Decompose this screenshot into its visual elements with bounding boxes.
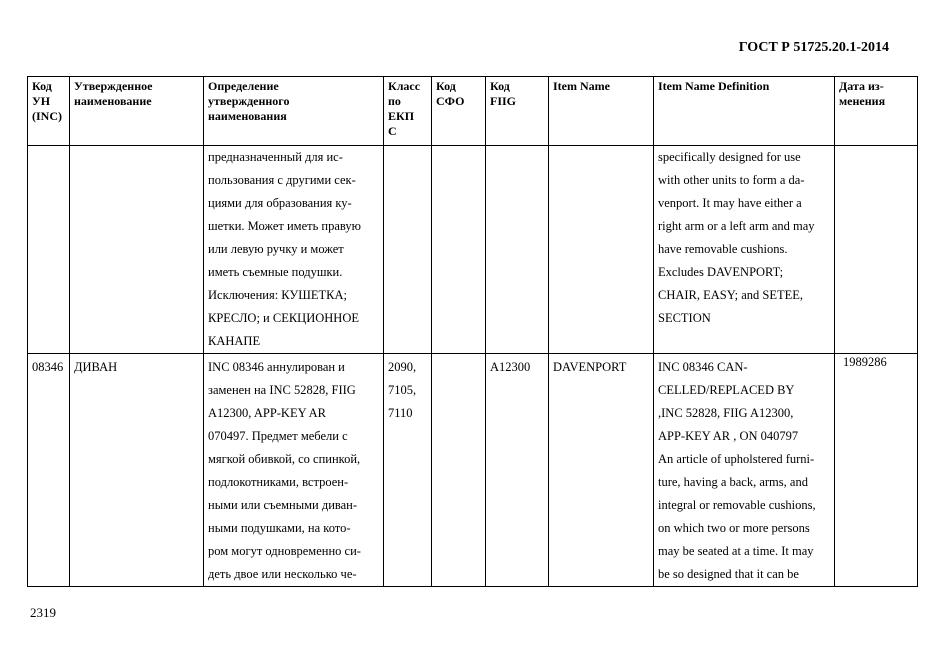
classification-table (27, 76, 918, 587)
cell-item-name (549, 354, 654, 587)
cell-approved-name (70, 354, 204, 587)
change-date-value: 1989286 (843, 355, 887, 369)
text-line: specifically designed for use (658, 150, 801, 164)
text-line: A12300, APP-KEY AR (208, 406, 326, 420)
text-line: may be seated at a time. It may (658, 544, 814, 558)
header-line: утвержденного (208, 94, 290, 108)
header-line: Дата из- (839, 79, 884, 93)
cell-sfo (432, 354, 486, 587)
text-line: on which two or more persons (658, 521, 810, 535)
text-line: integral or removable cushions, (658, 498, 816, 512)
cell-class (384, 354, 432, 587)
col-header-inc (28, 77, 70, 146)
text-line: ,INC 52828, FIIG A12300, (658, 406, 794, 420)
cell-sfo (432, 146, 486, 354)
col-header-item-name (549, 77, 654, 146)
header-line: наименование (74, 94, 152, 108)
text-line: шетки. Может иметь правую (208, 219, 361, 233)
header-line: (INC) (32, 109, 62, 123)
header-line: С (388, 124, 397, 138)
text-line: APP-KEY AR , ON 040797 (658, 429, 799, 443)
table-row (28, 354, 918, 587)
header-line: Item Name (553, 79, 610, 93)
cell-definition-en (654, 354, 835, 587)
text-line: right arm or a left arm and may (658, 219, 815, 233)
text-line: INC 08346 CAN- (658, 360, 748, 374)
table-header-row (28, 77, 918, 146)
cell-inc (28, 354, 70, 587)
text-line: иметь съемные подушки. (208, 265, 343, 279)
col-header-definition-ru (204, 77, 384, 146)
text-line: Исключения: КУШЕТКА; (208, 288, 347, 302)
header-line: наименования (208, 109, 287, 123)
fiig-value: A12300 (490, 360, 531, 374)
text-line: SECTION (658, 311, 711, 325)
col-header-approved-name (70, 77, 204, 146)
header-line: Код (436, 79, 456, 93)
text-line: be so designed that it can be (658, 567, 799, 581)
text-line: ными подушками, на кото- (208, 521, 351, 535)
text-line: ными или съемными диван- (208, 498, 358, 512)
page-number: 2319 (30, 605, 56, 620)
header-line: по (388, 94, 401, 108)
col-header-change-date (835, 77, 918, 146)
cell-change-date (835, 354, 918, 587)
cell-class (384, 146, 432, 354)
text-line: ром могут одновременно си- (208, 544, 361, 558)
text-line: КАНАПЕ (208, 334, 261, 348)
col-header-sfo (432, 77, 486, 146)
header-line: Определение (208, 79, 279, 93)
text-line: подлокотниками, встроен- (208, 475, 349, 489)
cell-approved-name (70, 146, 204, 354)
header-line: менения (839, 94, 886, 108)
header-line: Утвержденное (74, 79, 153, 93)
header-line: УН (32, 94, 51, 108)
item-name-value: DAVENPORT (553, 360, 627, 374)
header-line: СФО (436, 94, 465, 108)
cell-fiig (486, 146, 549, 354)
table-row (28, 146, 918, 354)
header-line: ЕКП (388, 109, 415, 123)
text-line: Excludes DAVENPORT; (658, 265, 784, 279)
header-line: Класс (388, 79, 421, 93)
document-standard-header: ГОСТ Р 51725.20.1-2014 (738, 40, 889, 55)
cell-definition-en (654, 146, 835, 354)
cell-inc (28, 146, 70, 354)
text-line: пользования с другими сек- (208, 173, 356, 187)
cell-definition-ru (204, 146, 384, 354)
text-line: INC 08346 аннулирован и (208, 360, 345, 374)
text-line: 2090, (388, 360, 417, 374)
text-line: циями для образования ку- (208, 196, 352, 210)
text-line: предназначенный для ис- (208, 150, 343, 164)
text-line: 070497. Предмет мебели с (208, 429, 348, 443)
col-header-item-definition (654, 77, 835, 146)
col-header-class (384, 77, 432, 146)
header-line: Код (490, 79, 510, 93)
header-line: FIIG (490, 94, 517, 108)
text-line: КРЕСЛО; и СЕКЦИОННОЕ (208, 311, 359, 325)
header-line: Код (32, 79, 52, 93)
header-line: Item Name Definition (658, 79, 770, 93)
cell-fiig (486, 354, 549, 587)
approved-name-value: ДИВАН (74, 360, 118, 374)
text-line: 7110 (388, 406, 413, 420)
text-line: 7105, (388, 383, 417, 397)
cell-item-name (549, 146, 654, 354)
text-line: venport. It may have either a (658, 196, 802, 210)
text-line: CHAIR, EASY; and SETEE, (658, 288, 804, 302)
text-line: заменен на INC 52828, FIIG (208, 383, 356, 397)
text-line: have removable cushions. (658, 242, 788, 256)
text-line: An article of upholstered furni- (658, 452, 815, 466)
cell-change-date (835, 146, 918, 354)
text-line: мягкой обивкой, со спинкой, (208, 452, 361, 466)
text-line: CELLED/REPLACED BY (658, 383, 795, 397)
text-line: деть двое или несколько че- (208, 567, 357, 581)
col-header-fiig (486, 77, 549, 146)
inc-value: 08346 (32, 360, 64, 374)
cell-definition-ru (204, 354, 384, 587)
text-line: with other units to form a da- (658, 173, 805, 187)
text-line: ture, having a back, arms, and (658, 475, 808, 489)
text-line: или левую ручку и может (208, 242, 344, 256)
